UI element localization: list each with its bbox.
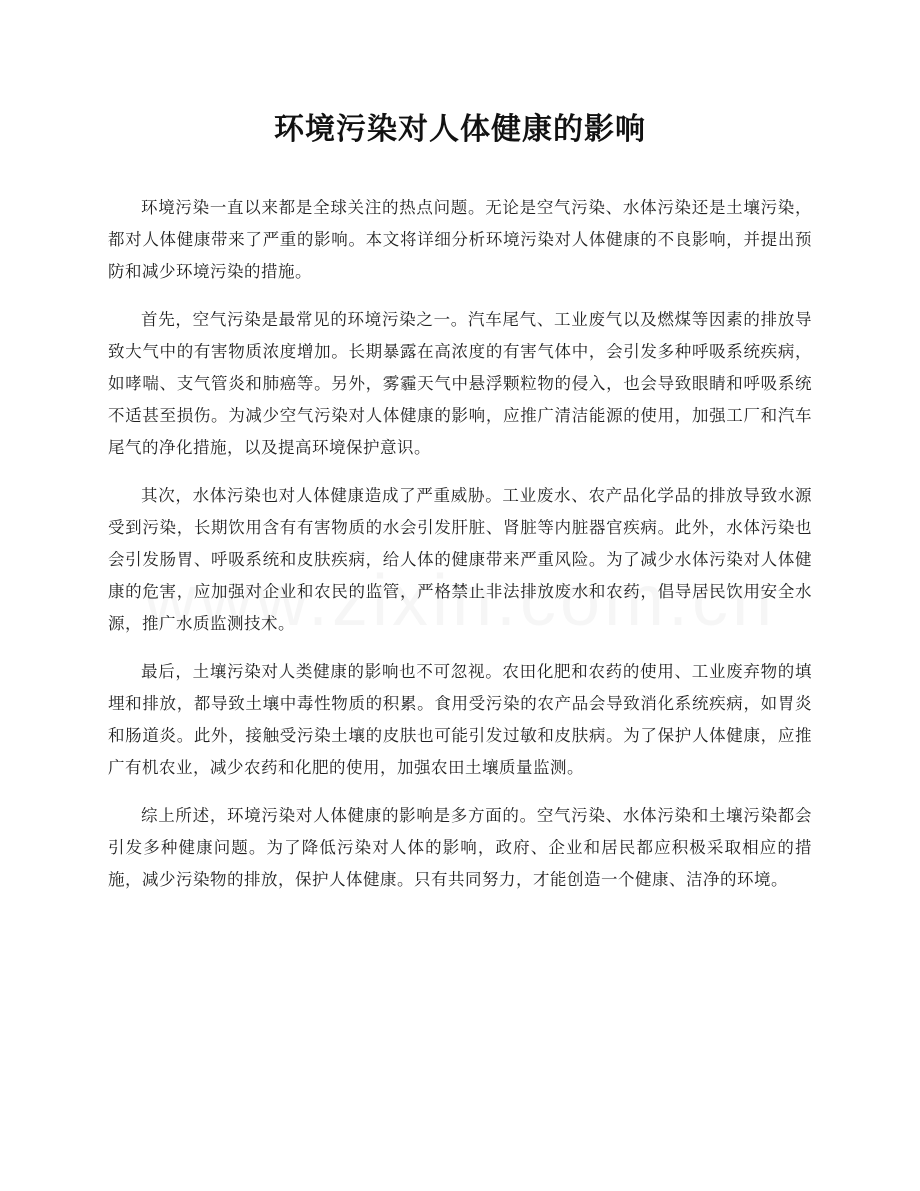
paragraph-intro: 环境污染一直以来都是全球关注的热点问题。无论是空气污染、水体污染还是土壤污染，都对人体健康带来了严重的影响。本文将详细分析环境污染对人体健康的不良影响，并提出预防和减少环境污染的措施。 bbox=[108, 198, 812, 281]
paragraph-soil-pollution: 最后，土壤污染对人类健康的影响也不可忽视。农田化肥和农药的使用、工业废弃物的填埋和排放，都导致土壤中毒性物质的积累。食用受污染的农产品会导致消化系统疾病，如胃炎和肠道炎。此外，接触受污染土壤的皮肤也可能引发过敏和皮肤病。为了保护人体健康，应推广有机农业，减少农药和化肥的使用，加强农田土壤质量监测。 bbox=[108, 662, 812, 777]
document-body bbox=[108, 192, 812, 896]
paragraph-water-pollution: 其次，水体污染也对人体健康造成了严重威胁。工业废水、农产品化学品的排放导致水源受到污染，长期饮用含有有害物质的水会引发肝脏、肾脏等内脏器官疾病。此外，水体污染也会引发肠胃、呼吸系统和皮肤疾病，给人体的健康带来严重风险。为了减少水体污染对人体健康的危害，应加强对企业和农民的监管，严格禁止非法排放废水和农药，倡导居民饮用安全水源，推广水质监测技术。 bbox=[108, 486, 812, 633]
paragraph-air-pollution: 首先，空气污染是最常见的环境污染之一。汽车尾气、工业废气以及燃煤等因素的排放导致大气中的有害物质浓度增加。长期暴露在高浓度的有害气体中，会引发多种呼吸系统疾病，如哮喘、支气管炎和肺癌等。另外，雾霾天气中悬浮颗粒物的侵入，也会导致眼睛和呼吸系统不适甚至损伤。为减少空气污染对人体健康的影响，应推广清洁能源的使用，加强工厂和汽车尾气的净化措施，以及提高环境保护意识。 bbox=[108, 310, 812, 457]
paragraph-conclusion: 综上所述，环境污染对人体健康的影响是多方面的。空气污染、水体污染和土壤污染都会引发多种健康问题。为了降低污染对人体的影响，政府、企业和居民都应积极采取相应的措施，减少污染物的排放，保护人体健康。只有共同努力，才能创造一个健康、洁净的环境。 bbox=[108, 806, 812, 889]
document-title: 环境污染对人体健康的影响 bbox=[274, 112, 646, 147]
